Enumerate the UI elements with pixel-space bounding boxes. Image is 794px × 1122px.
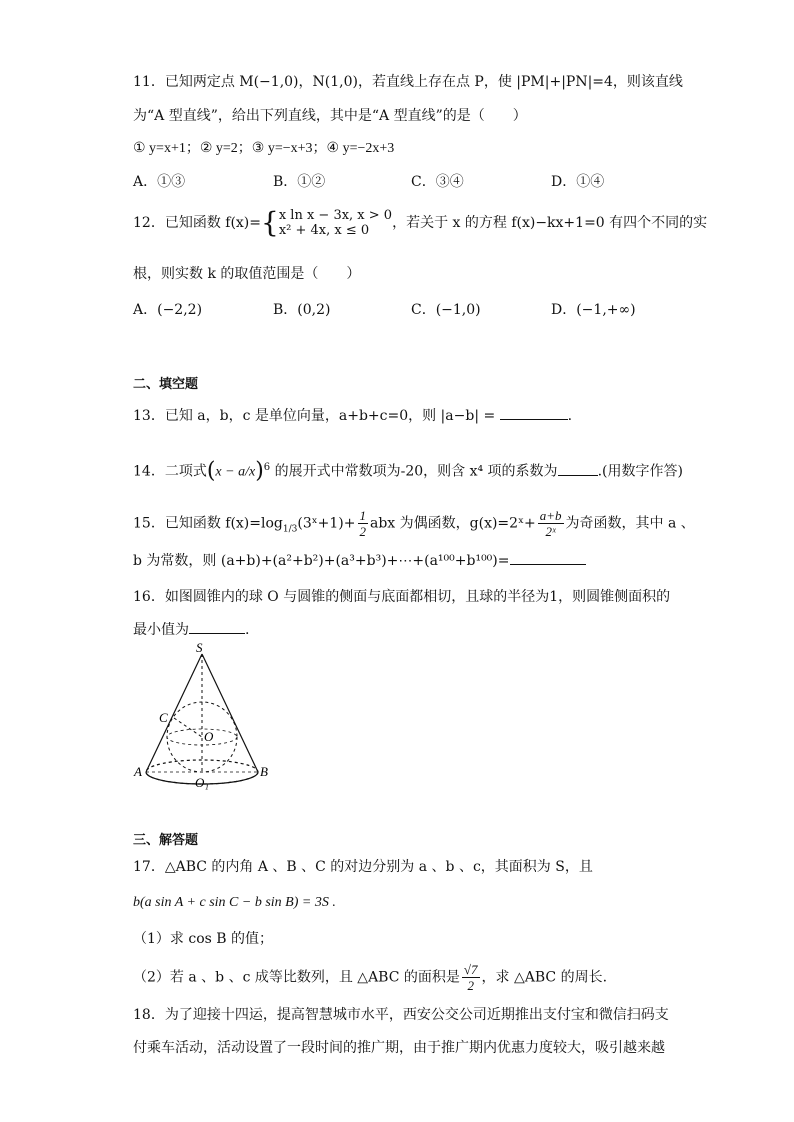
q12-line1: 12．已知函数 f(x)={ x ln x − 3x, x > 0 x² + 4x, x ≤ 0 ，若关于 x 的方程 f(x)−kx+1=0 有四个不同的实 — [133, 206, 708, 239]
q14-base: x − a/x — [215, 464, 256, 480]
q14-answer-blank[interactable] — [558, 461, 598, 476]
label-S: S — [196, 640, 203, 655]
q14-line: 14．二项式$(x - a/x)^6$ 的展开式中常数项为-20，则含 x⁴ 项的系数为 .(用数字作答) — [133, 458, 683, 484]
q13-line: 13．已知 a，b，c 是单位向量，a+b+c=0，则 |a−b| = . — [133, 405, 572, 426]
q12-option-c: C．(−1,0) — [411, 302, 481, 318]
q13-text: 13．已知 a，b，c 是单位向量，a+b+c=0，则 |a−b| = — [133, 408, 496, 424]
q15-abx: abx 为偶函数，g(x)=2ˣ+ — [370, 515, 536, 532]
q15-line2-text: b 为常数，则 (a+b)+(a²+b²)+(a³+b³)+⋯+(a¹⁰⁰+b¹⁰⁰)= — [133, 553, 510, 569]
q17-line1: 17．△ABC 的内角 A 、B 、C 的对边分别为 a 、b 、c，其面积为 S，且 — [133, 859, 593, 875]
q11-option-b: B．①② — [273, 174, 326, 190]
q11-option-d: D．①④ — [551, 174, 605, 190]
q15-half-fraction: $\frac{1}{2}$ — [359, 508, 366, 539]
label-C: C — [159, 710, 168, 725]
q16-answer-blank[interactable] — [189, 619, 245, 634]
q12-option-d: D．(−1,+∞) — [551, 302, 636, 318]
q17-part1: （1）求 cos B 的值； — [133, 931, 273, 947]
q14-prefix: 14．二项式 — [133, 463, 207, 480]
q17-part2: （2）若 a 、b 、c 成等比数列，且 △ABC 的面积是 $\frac{√7}{2}$ ，求 △ABC 的周长. — [133, 962, 608, 993]
q15-line1: 15．已知函数 $f(x)=\log_{1/3}(3ˣ+1)+$ $\frac{1}{2}$ abx 为偶函数，g(x)=2ˣ+ $\frac{a+b}{\text{2ˣ}}$ 为奇函数，其中 a 、 — [133, 508, 695, 539]
q17-line2: b(a sin A + c sin C − b sin B) = 3S . — [133, 895, 336, 910]
q11-line2: 为“A 型直线”，给出下列直线，其中是“A 型直线”的是（ ） — [133, 108, 527, 124]
q18-line2: 付乘车活动，活动设置了一段时间的推广期，由于推广期内优惠力度较大，吸引越来越 — [133, 1040, 665, 1056]
q14-suffix: 的展开式中常数项为-20，则含 x⁴ 项的系数为 — [274, 463, 558, 480]
q18-line1: 18．为了迎接十四运，提高智慧城市水平，西安公交公司近期推出支付宝和微信扫码支 — [133, 1007, 669, 1023]
cone-sphere-figure — [130, 640, 290, 800]
q16-line2: 最小值为 . — [133, 619, 249, 640]
q11-option-a: A．①③ — [133, 174, 186, 190]
q15-line2 — [133, 550, 586, 571]
q12-prefix: 12．已知函数 f(x)= — [133, 215, 261, 231]
q12-option-a: A．(−2,2) — [133, 302, 203, 318]
q14-exp: 6 — [263, 462, 271, 473]
q15-g-fraction: $\frac{a+b}{\text{2ˣ}}$ — [539, 508, 562, 539]
q12-line2: 根，则实数 k 的取值范围是（ ） — [133, 266, 361, 282]
section-heading-solutions: 三、解答题 — [133, 833, 199, 848]
q12-suffix: ，若关于 x 的方程 f(x)−kx+1=0 有四个不同的实 — [392, 215, 708, 231]
q13-answer-blank[interactable] — [500, 405, 568, 420]
q17-area-fraction: $\frac{√7}{2}$ — [463, 962, 478, 993]
q11-line3: ① y=x+1；② y=2；③ y=−x+3；④ y=−2x+3 — [133, 141, 395, 156]
label-O1: O₁ — [195, 775, 209, 790]
label-A: A — [134, 764, 142, 779]
q12-case1: x ln x − 3x, x > 0 — [278, 208, 393, 223]
q12-case2: x² + 4x, x ≤ 0 — [278, 223, 370, 238]
q15-answer-blank[interactable] — [510, 550, 586, 565]
q15-prefix: 15．已知函数 f(x)=log — [133, 515, 283, 532]
label-B: B — [260, 764, 268, 779]
q16-line1: 16．如图圆锥内的球 O 与圆锥的侧面与底面都相切，且球的半径为1，则圆锥侧面积的 — [133, 589, 671, 605]
q11-line1: 11．已知两定点 M(−1,0)，N(1,0)，若直线上存在点 P，使 |PM|+|PN|=4，则该直线 — [133, 74, 683, 90]
q15-tail: 为奇函数，其中 a 、 — [565, 515, 695, 532]
section-heading-fill-in: 二、填空题 — [133, 377, 199, 392]
q15-mid: (3ˣ+1)+ — [297, 515, 356, 532]
q12-option-b: B．(0,2) — [273, 302, 331, 318]
label-O: O — [204, 729, 214, 744]
q11-option-c: C．③④ — [411, 174, 464, 190]
